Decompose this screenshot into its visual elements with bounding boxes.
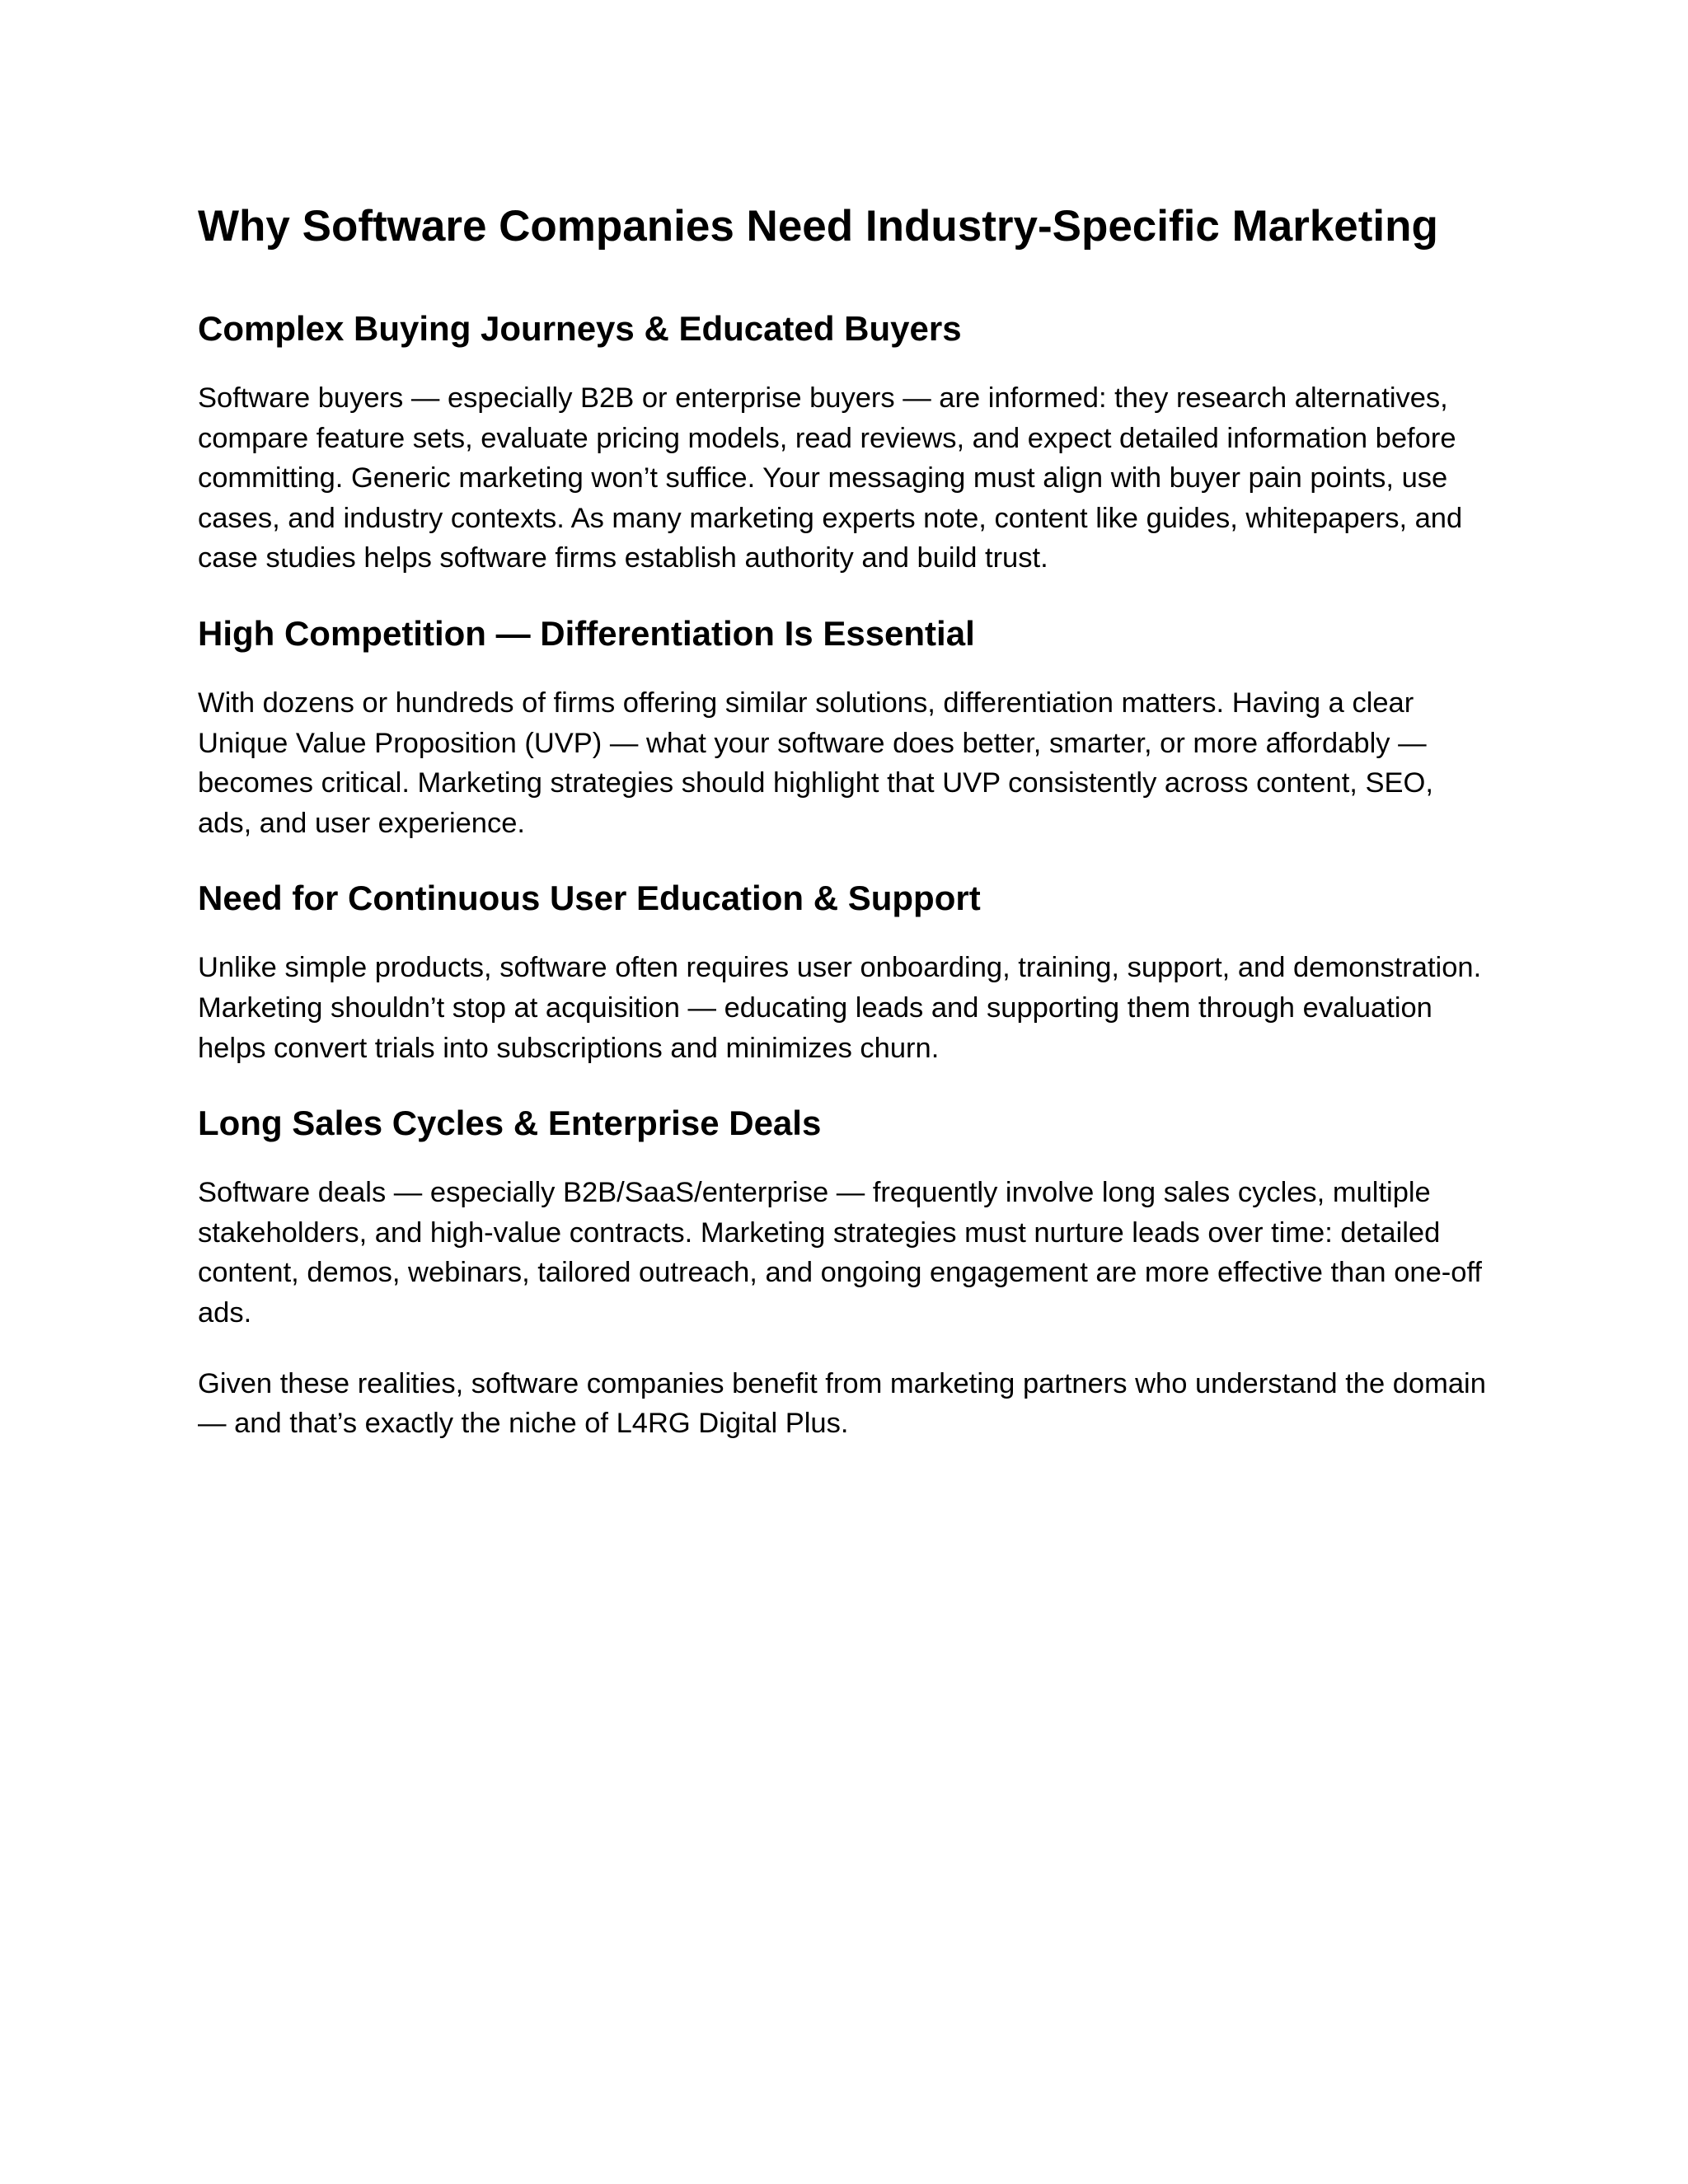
section-paragraph: Software buyers — especially B2B or enterprise buyers — are informed: they research alternatives, compare feature sets, evaluate pricing models, read reviews, and expect detailed information before committing. Generic marketing won’t suffice. Your messaging must align with buyer pain points, use cases, and industry contexts. As many marketing experts note, content like guides, whitepapers, and case studies helps software firms establish authority and build trust. xyxy=(198,382,1463,574)
section-paragraph: With dozens or hundreds of firms offering similar solutions, differentiation matters. Having a clear Unique Value Proposition (UVP) — what your software does better, smarter, or more affordably — becomes critical. Marketing strategies should highlight that UVP consistently across content, SEO, ads, and user experience. xyxy=(198,687,1433,839)
section-heading: Complex Buying Journeys & Educated Buyers xyxy=(198,309,962,348)
closing-paragraph: Given these realities, software companies benefit from marketing partners who understand the domain — and that’s exactly the niche of L4RG Digital Plus. xyxy=(198,1367,1486,1440)
section-complex-buying-journeys xyxy=(198,304,1492,579)
section-heading: Long Sales Cycles & Enterprise Deals xyxy=(198,1104,822,1143)
section-heading: Need for Continuous User Education & Support xyxy=(198,879,981,918)
section-paragraph: Unlike simple products, software often requires user onboarding, training, support, and demonstration. Marketing shouldn’t stop at acquisition — educating leads and supporting them through evaluation helps convert trials into subscriptions and minimizes churn. xyxy=(198,952,1482,1064)
section-paragraph: Software deals — especially B2B/SaaS/enterprise — frequently involve long sales cycles, multiple stakeholders, and high-value contracts. Marketing strategies must nurture leads over time: detailed content, demos, webinars, tailored outreach, and ongoing engagement are more effective than one-off ads. xyxy=(198,1177,1482,1329)
section-high-competition xyxy=(198,609,1492,843)
section-long-sales-cycles xyxy=(198,1099,1492,1444)
document-title: Why Software Companies Need Industry‑Specific Marketing xyxy=(198,202,1438,251)
document-page xyxy=(198,194,1492,1474)
section-heading: High Competition — Differentiation Is Essential xyxy=(198,613,975,653)
section-user-education xyxy=(198,874,1492,1068)
